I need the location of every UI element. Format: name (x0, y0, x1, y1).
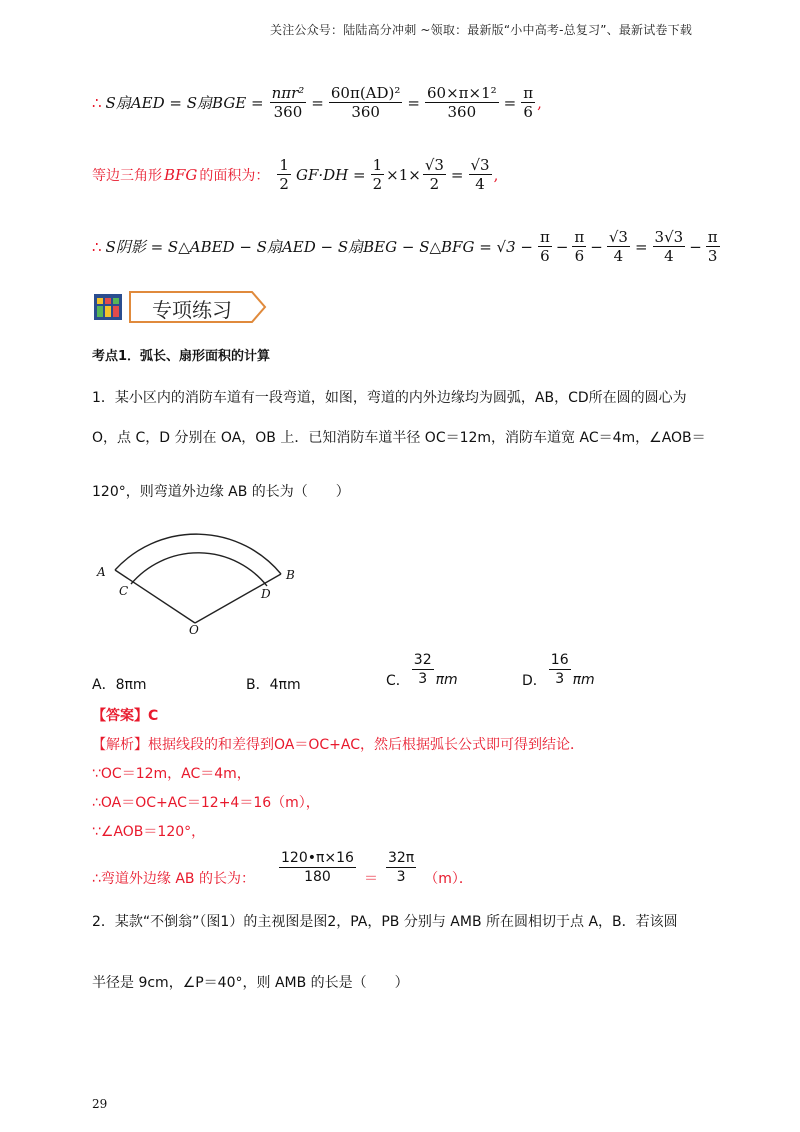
option-b[interactable]: B．4πm (246, 677, 301, 693)
label-B: B (286, 568, 295, 582)
page-number: 29 (92, 1097, 108, 1111)
triangle-name: BFG (164, 165, 198, 184)
step-4: ∴弯道外边缘 AB 的长为： $\frac{120•\pi\times 16}{180}$ ＝ $\frac{32\pi}{3}$ （m）． (92, 849, 473, 887)
fraction: $\frac{16}{3}$ (550, 651, 569, 687)
option-c[interactable]: C． $\frac{32}{3}$ πm (386, 651, 458, 689)
fraction: $\frac{32}{3}$ (413, 651, 432, 687)
fraction: $\frac{\pi}{6}$ (523, 84, 534, 121)
therefore-symbol: ∴ (92, 93, 102, 112)
fraction: $\frac{\text{60π(AD)²}}{360}$ (330, 84, 401, 121)
fraction: $\frac{1}{2}$ (372, 156, 383, 193)
fraction: $\frac{√3}{2}$ (424, 156, 444, 193)
label-A: A (97, 565, 106, 579)
topic-title: 考点1．弧长、扇形面积的计算 (92, 349, 271, 364)
fraction: $\frac{√3}{4}$ (470, 156, 490, 193)
fraction: $\frac{\pi}{6}$ (574, 228, 585, 265)
question2-line1: 2．某款“不倒翁”（图1）的主视图是图2，PA，PB 分别与 AMB 所在圆相切于点 A，B．若该圆 (92, 914, 678, 930)
formula-lhs: S扇AED = S扇BGE = (105, 94, 264, 112)
option-d[interactable]: D． $\frac{16}{3}$ πm (522, 651, 595, 689)
label-D: D (261, 587, 271, 601)
section-banner (92, 290, 267, 324)
equilateral-label: 等边三角形 (92, 167, 162, 184)
question1-line1: 1．某小区内的消防车道有一段弯道，如图，弯道的内外边缘均为圆弧，AB，CD所在圆的圆心为 (92, 390, 687, 406)
formula-line-1: ∴ S扇AED = S扇BGE = $\frac{\text{nπr²}}{360}$ = $\frac{\text{60π(AD)²}}{360}$ = $\frac{\text{60×π×1²}}{360}$ = $\frac{\pi}{6}$ , (92, 84, 542, 121)
question1-line3: 120°，则弯道外边缘 AB 的长为（ ） (92, 484, 350, 500)
fraction: $\frac{\pi}{6}$ (539, 228, 550, 265)
step-1: ∵OC＝12m，AC＝4m， (92, 766, 251, 782)
formula-line-3: ∴ S阴影 = S△ABED − S扇AED − S扇BEG − S△BFG = √3 − $\frac{\pi}{6}$ − $\frac{\pi}{6}$ − $\frac{√3}{4}$ = $\frac{3√3}{4}$ − $\frac{\pi}{3}$ (92, 228, 718, 265)
fraction: $\frac{\text{nπr²}}{360}$ (271, 84, 305, 121)
fraction: $\frac{3√3}{4}$ (654, 228, 684, 265)
question1-line2: O，点 C，D 分别在 OA，OB 上．已知消防车道半径 OC＝12m，消防车道宽 AC＝4m，∠AOB＝ (92, 430, 706, 446)
step-3: ∵∠AOB＝120°， (92, 824, 206, 840)
fraction: $\frac{1}{2}$ (279, 156, 289, 193)
label-O: O (189, 623, 199, 637)
page-header: 关注公众号：陆陆高分冲刺 ~领取：最新版“小中高考-总复习”、最新试卷下载 (270, 23, 693, 37)
banner-title: 专项练习 (152, 298, 232, 322)
label-C: C (119, 584, 129, 598)
fraction: $\frac{\text{60×π×1²}}{360}$ (426, 84, 497, 121)
question2-line2: 半径是 9cm，∠P＝40°，则 AMB 的长是（ ） (92, 975, 409, 991)
therefore-symbol: ∴ (92, 237, 102, 256)
fraction: $\frac{120•\pi\times 16}{180}$ (281, 849, 354, 885)
analysis: 【解析】根据线段的和差得到OA＝OC+AC，然后根据弧长公式即可得到结论． (92, 737, 584, 753)
fraction: $\frac{√3}{4}$ (608, 228, 628, 265)
fraction: $\frac{32\pi}{3}$ (387, 849, 415, 885)
answer: 【答案】C (92, 708, 159, 724)
option-a[interactable]: A．8πm (92, 677, 147, 693)
formula-line-2: 等边三角形 BFG 的面积为： $\frac{1}{2}$ GF·DH = $\frac{1}{2}$ ×1× $\frac{√3}{2}$ = $\frac{√3}{4}$ , (92, 156, 499, 193)
fraction: $\frac{\pi}{3}$ (707, 228, 718, 265)
step-2: ∴OA＝OC+AC＝12+4＝16（m）， (92, 795, 320, 811)
sector-diagram (95, 510, 305, 640)
area-label: 的面积为： (199, 167, 270, 184)
